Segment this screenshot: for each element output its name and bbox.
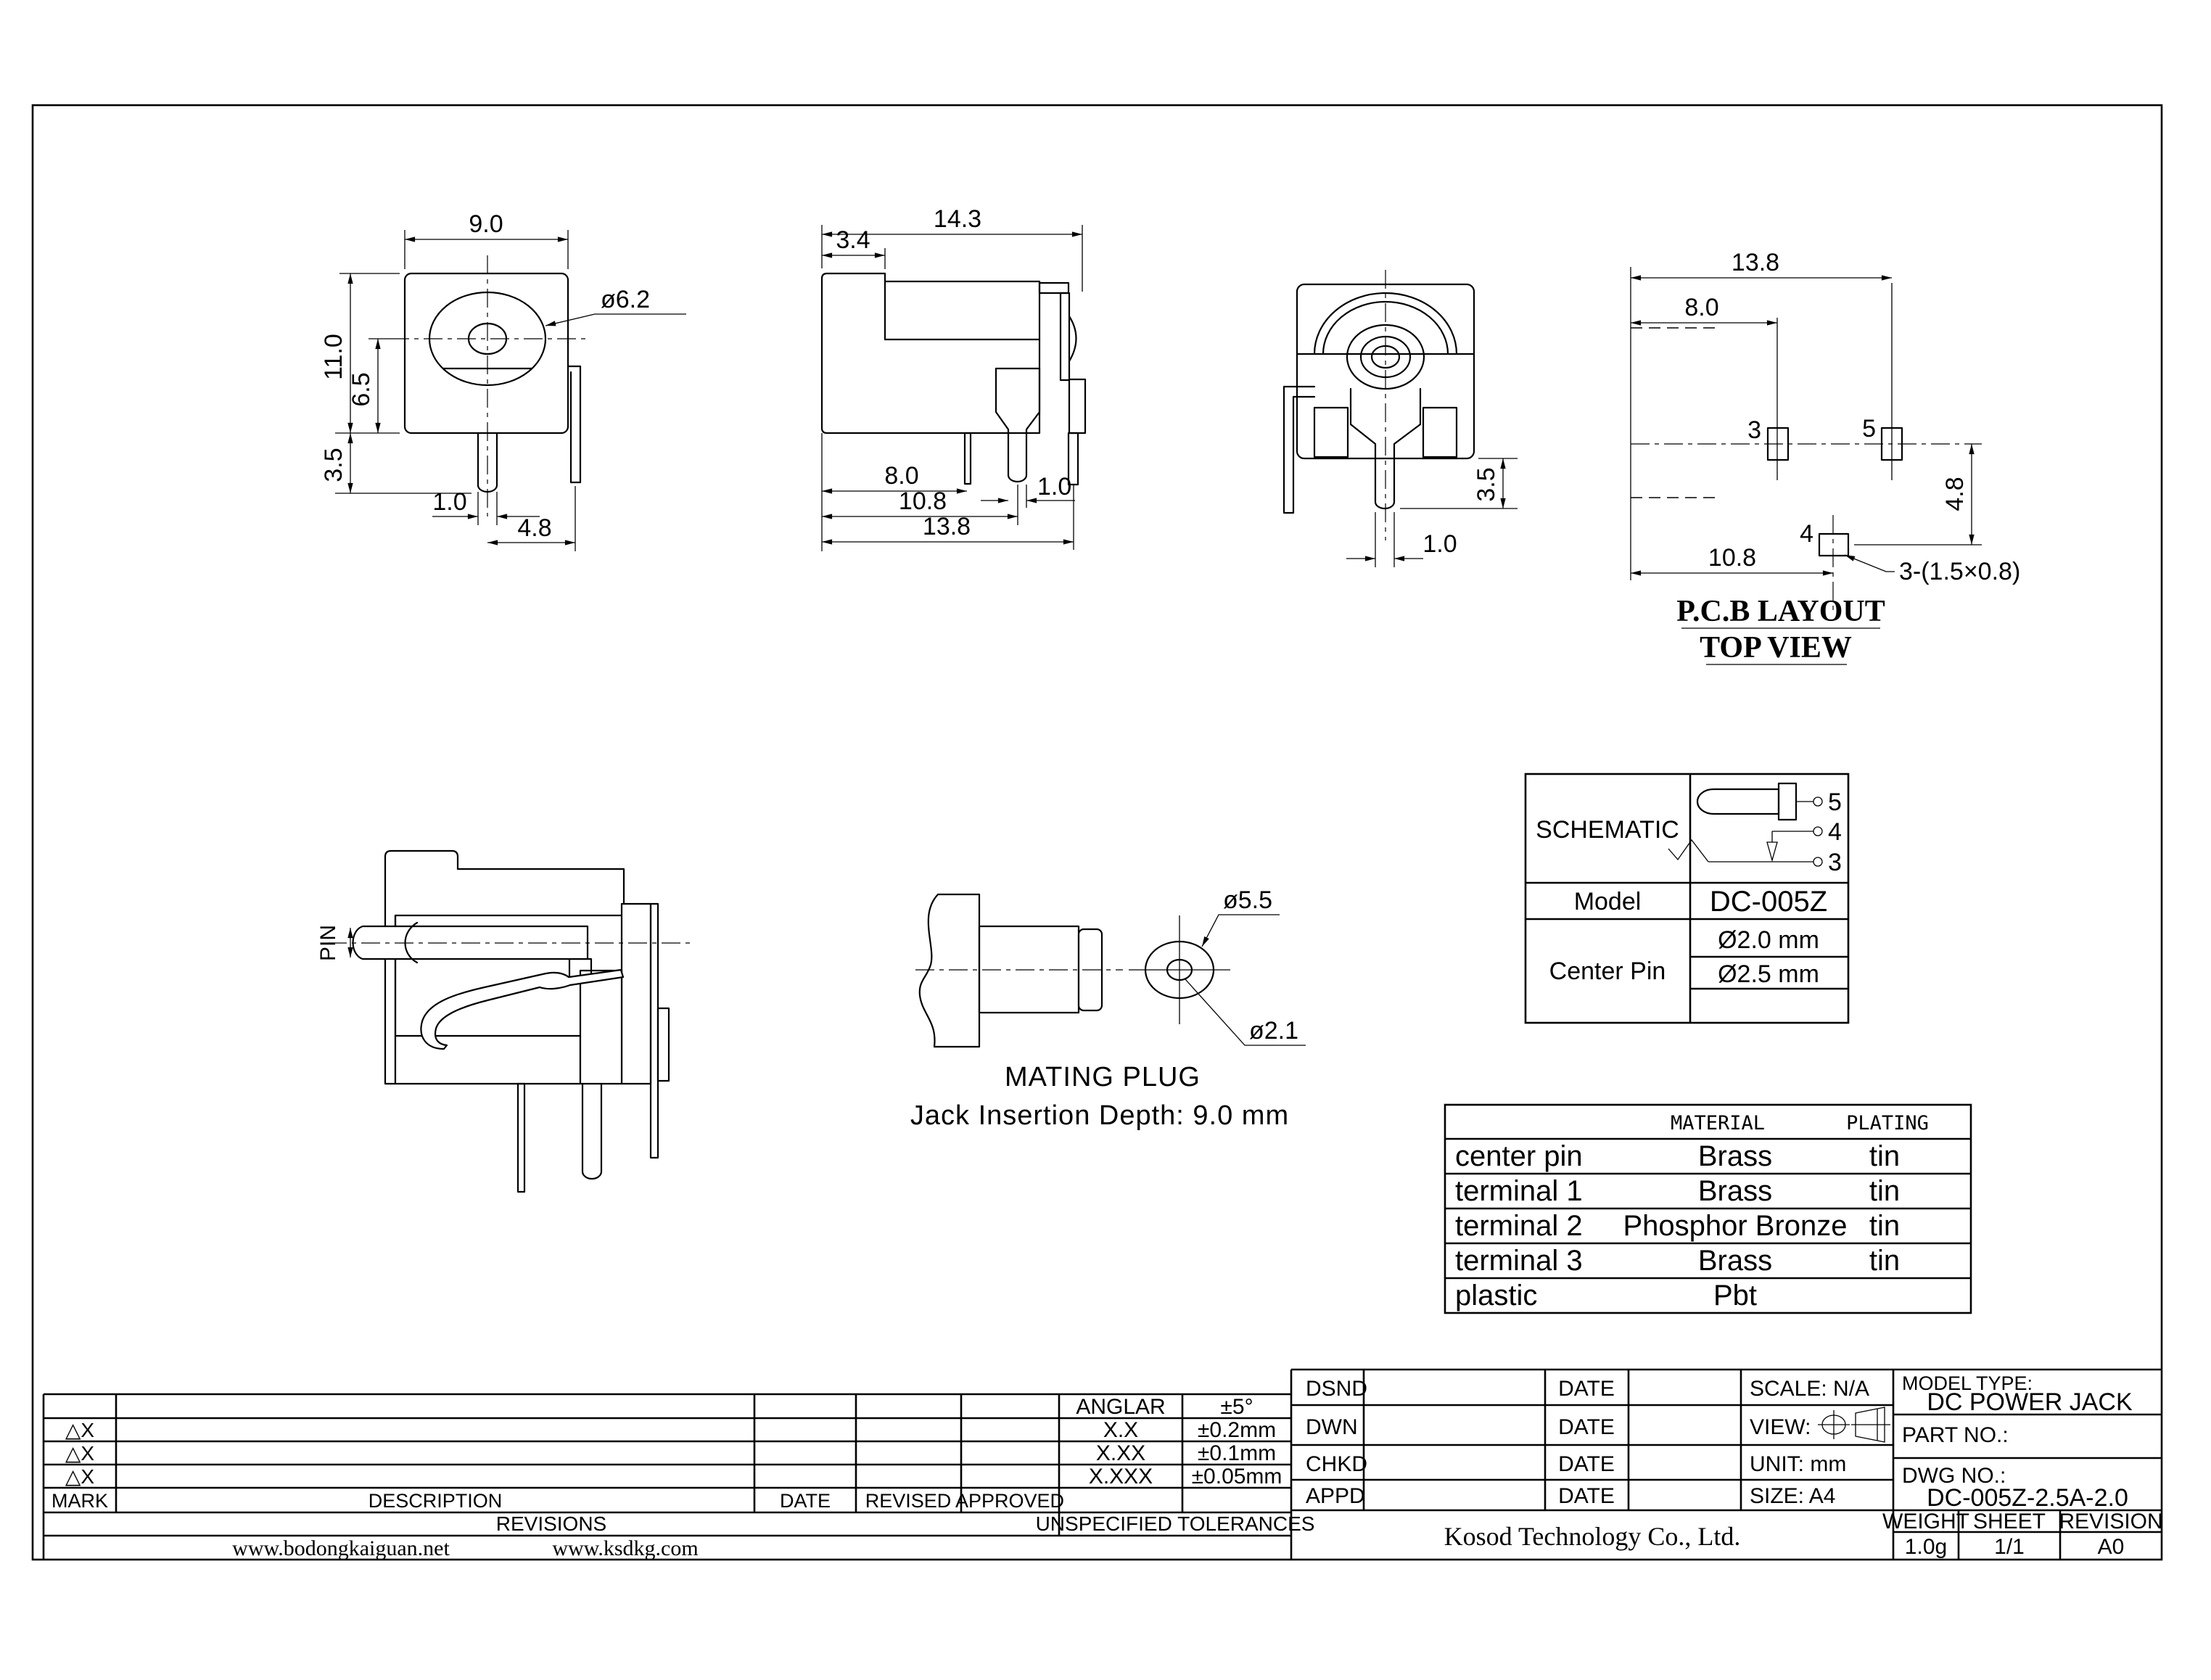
website-link: www.ksdkg.com	[552, 1536, 699, 1560]
tol-label: X.XX	[1095, 1441, 1146, 1465]
unit-label: UNIT: mm	[1750, 1452, 1847, 1476]
dim-front-width: 9.0	[469, 210, 503, 238]
sheet-value: 1/1	[1994, 1535, 2025, 1559]
dim-rear-pinw: 1.0	[1422, 530, 1457, 558]
dim-front-hole: ø6.2	[601, 286, 651, 313]
sheet-label: SHEET	[1972, 1510, 2046, 1533]
tol-label: X.XXX	[1088, 1465, 1153, 1488]
center-pin-label: Center Pin	[1549, 958, 1666, 985]
dim-front-tail: 3.5	[320, 448, 347, 482]
revision-mark-symbol: △X	[65, 1419, 95, 1441]
drawing-frame	[33, 105, 2162, 1560]
dim-pcb-p3: 8.0	[1684, 294, 1719, 321]
material-row-part: terminal 3	[1455, 1245, 1583, 1277]
revision-mark-symbol: △X	[65, 1442, 95, 1465]
mark-header: MARK	[51, 1490, 109, 1512]
plug-title: MATING PLUG	[1005, 1062, 1201, 1092]
dim-pcb-p4: 10.8	[1708, 544, 1757, 572]
description-header: DESCRIPTION	[368, 1490, 503, 1512]
schematic-table	[1526, 774, 1848, 1023]
revision-value: A0	[2097, 1535, 2125, 1559]
dim-side-total: 14.3	[933, 205, 982, 233]
material-row-plate: tin	[1869, 1175, 1901, 1207]
revision-mark-symbol: △X	[65, 1465, 95, 1488]
dwg-no-label: DWG NO.:	[1902, 1464, 2006, 1488]
schematic-symbol	[1668, 783, 1842, 876]
material-header: MATERIAL	[1670, 1112, 1766, 1135]
date-label: DATE	[1558, 1377, 1615, 1401]
material-row-plate: tin	[1869, 1140, 1901, 1172]
tol-value: ±5°	[1220, 1395, 1253, 1419]
center-pin-d1: Ø2.0 mm	[1718, 926, 1819, 954]
pcb-pad-note: 3-(1.5×0.8)	[1899, 558, 2021, 585]
rear-view	[1284, 270, 1518, 567]
dim-side-p3: 13.8	[922, 513, 971, 540]
revised-header: REVISED	[865, 1490, 952, 1512]
approved-header: APPROVED	[955, 1490, 1065, 1512]
revisions-table	[44, 1394, 1314, 1560]
material-table	[1445, 1105, 1971, 1313]
material-row-mat: Pbt	[1713, 1280, 1758, 1312]
material-row-plate: tin	[1869, 1210, 1901, 1242]
plug-subtitle: Jack Insertion Depth: 9.0 mm	[910, 1100, 1290, 1131]
dim-side-p1: 8.0	[884, 462, 919, 490]
dim-front-center: 6.5	[347, 372, 375, 407]
section-view	[316, 851, 695, 1192]
date-label: DATE	[1558, 1415, 1615, 1439]
view-label: VIEW:	[1750, 1415, 1811, 1439]
model-value: DC-005Z	[1709, 886, 1828, 918]
dim-plug-od: ø5.5	[1223, 886, 1273, 914]
dim-front-offset: 4.8	[517, 514, 552, 542]
date-label: DATE	[1558, 1484, 1615, 1508]
pcb-title-line1: P.C.B LAYOUT	[1676, 595, 1885, 628]
tol-value: ±0.1mm	[1197, 1441, 1277, 1465]
website-link: www.bodongkaiguan.net	[232, 1536, 450, 1560]
weight-value: 1.0g	[1904, 1535, 1948, 1559]
scale-label: SCALE: N/A	[1750, 1377, 1870, 1401]
weight-label: WEIGHT	[1882, 1510, 1969, 1533]
dsnd-label: DSND	[1306, 1377, 1368, 1401]
material-row-part: terminal 2	[1455, 1210, 1583, 1242]
appd-label: APPD	[1306, 1484, 1365, 1508]
schematic-pin5: 5	[1828, 788, 1842, 816]
material-row-part: plastic	[1455, 1280, 1538, 1312]
tol-value: ±0.05mm	[1191, 1465, 1282, 1488]
material-row-mat: Phosphor Bronze	[1623, 1210, 1848, 1242]
unspecified-tolerances-label: UNSPECIFIED TOLERANCES	[1035, 1512, 1315, 1535]
tol-value: ±0.2mm	[1197, 1418, 1277, 1442]
tol-label: X.X	[1103, 1418, 1139, 1442]
center-pin-d2: Ø2.5 mm	[1718, 960, 1819, 988]
dim-front-pinw: 1.0	[432, 488, 467, 516]
material-row-mat: Brass	[1697, 1245, 1773, 1277]
dim-pcb-dy: 4.8	[1941, 477, 1969, 511]
dim-pcb-width: 13.8	[1731, 249, 1780, 276]
model-type-value: DC POWER JACK	[1927, 1388, 2133, 1416]
tol-label: ANGLAR	[1076, 1395, 1166, 1419]
dim-plug-id: ø2.1	[1249, 1017, 1299, 1045]
material-row-mat: Brass	[1697, 1175, 1773, 1207]
projection-view-icon	[1818, 1407, 1890, 1442]
size-label: SIZE: A4	[1750, 1484, 1836, 1508]
dwn-label: DWN	[1306, 1415, 1358, 1439]
mating-plug-view	[910, 886, 1306, 1131]
material-row-mat: Brass	[1697, 1140, 1773, 1172]
revision-label: REVISION	[2059, 1510, 2163, 1533]
revisions-label: REVISIONS	[495, 1512, 607, 1535]
section-pin-label: PIN	[316, 924, 340, 962]
dim-side-flange: 3.4	[836, 226, 870, 254]
schematic-pin3: 3	[1828, 849, 1842, 876]
dim-side-pinw: 1.0	[1037, 473, 1072, 501]
model-type-label: MODEL TYPE:	[1902, 1372, 2033, 1394]
chkd-label: CHKD	[1306, 1452, 1368, 1476]
material-row-part: terminal 1	[1455, 1175, 1583, 1207]
schematic-pin4: 4	[1828, 818, 1842, 846]
material-row-part: center pin	[1455, 1140, 1583, 1172]
pcb-layout-view	[1631, 249, 2020, 664]
dwg-no-value: DC-005Z-2.5A-2.0	[1927, 1484, 2128, 1512]
pcb-title-line2: TOP VIEW	[1700, 631, 1852, 664]
dim-front-height: 11.0	[320, 334, 347, 380]
company-name: Kosod Technology Co., Ltd.	[1444, 1522, 1741, 1551]
part-no-label: PART NO.:	[1902, 1423, 2009, 1447]
title-block	[1291, 1370, 2163, 1560]
schematic-label: SCHEMATIC	[1536, 816, 1679, 844]
side-view	[822, 205, 1085, 551]
dim-rear-tail: 3.5	[1473, 467, 1500, 502]
pcb-pad5-label: 5	[1862, 415, 1876, 442]
plating-header: PLATING	[1846, 1112, 1929, 1135]
front-view	[320, 210, 686, 551]
pcb-pad4-label: 4	[1800, 520, 1813, 548]
material-row-plate: tin	[1869, 1245, 1901, 1277]
pcb-pad3-label: 3	[1747, 416, 1761, 444]
date-header: DATE	[779, 1490, 831, 1512]
model-label: Model	[1573, 888, 1642, 915]
date-label: DATE	[1558, 1452, 1615, 1476]
dim-side-p2: 10.8	[898, 487, 947, 515]
